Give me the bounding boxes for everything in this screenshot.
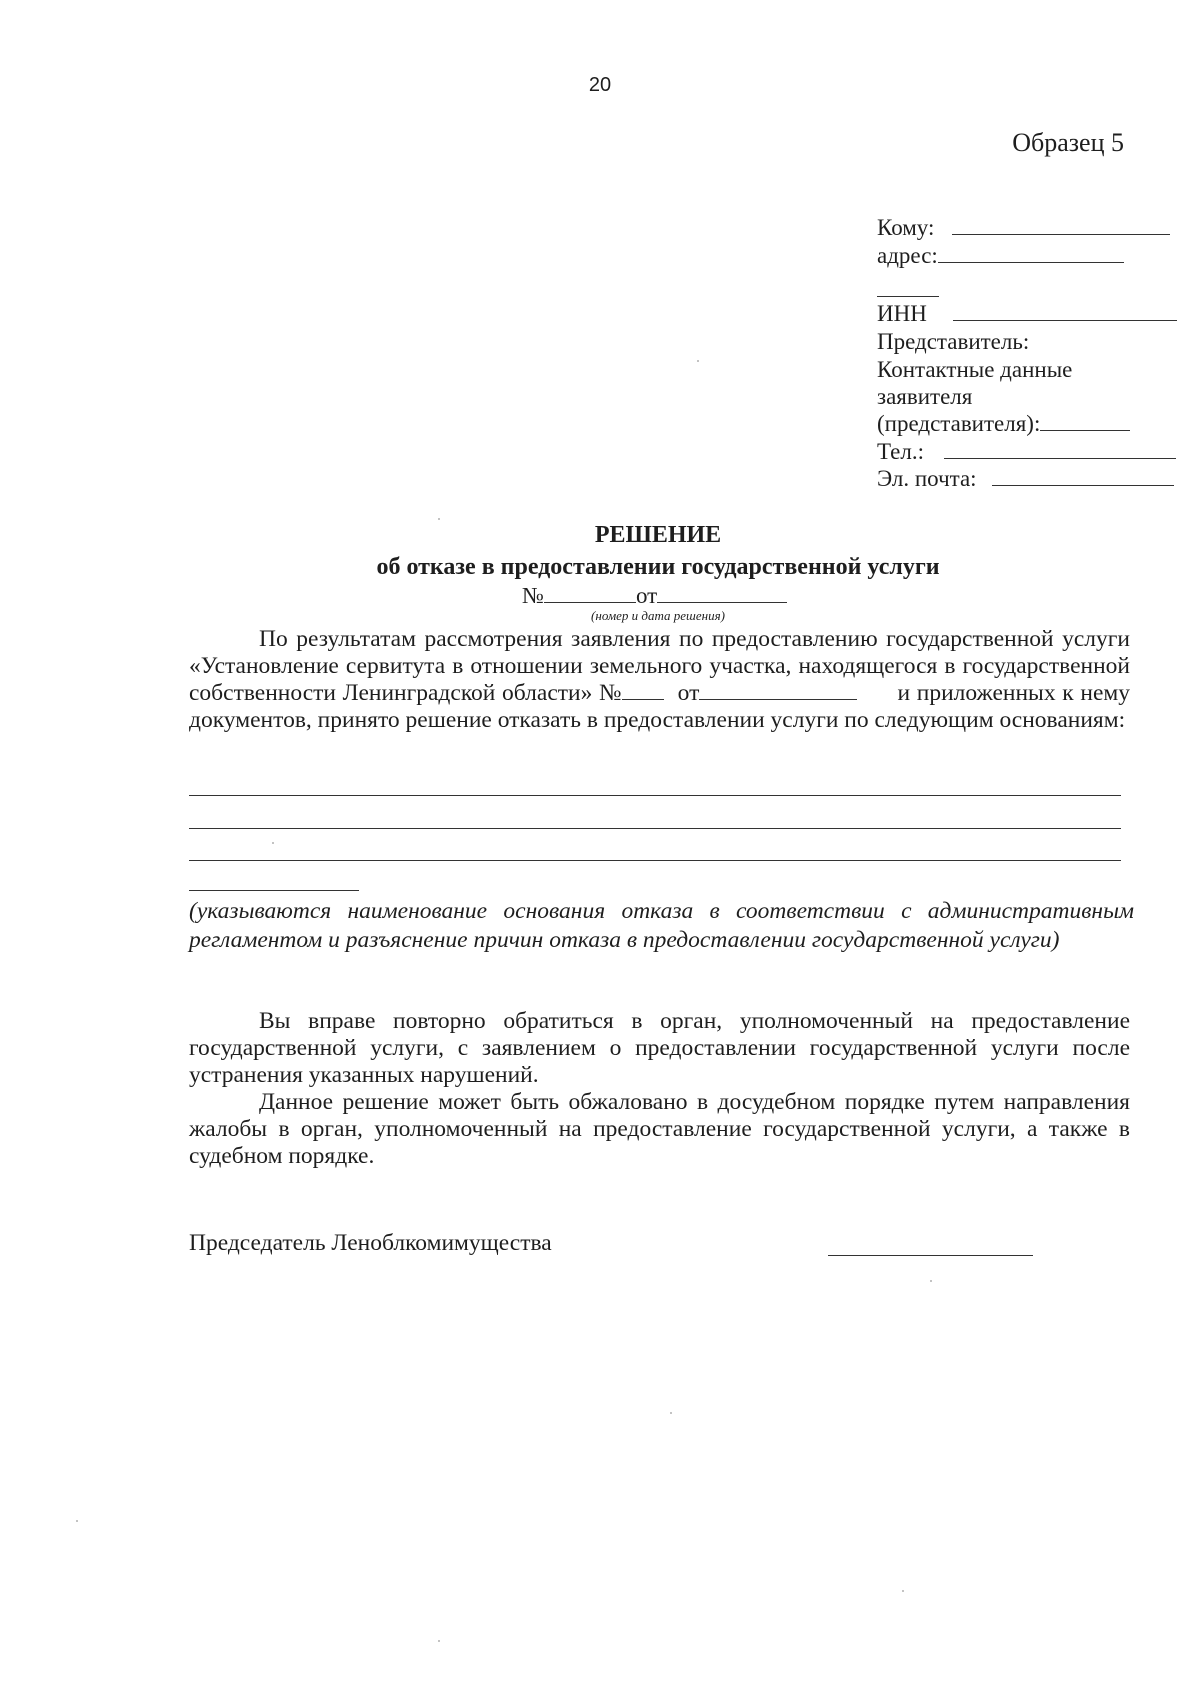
number-blank <box>544 602 636 603</box>
addressee-phone <box>877 438 1176 466</box>
addressee-to <box>877 214 1170 242</box>
signature-blank <box>828 1255 1033 1256</box>
scan-speck <box>697 360 699 362</box>
scan-speck <box>902 1590 904 1592</box>
scan-speck <box>272 842 274 844</box>
grounds-line-1 <box>189 795 1121 796</box>
grounds-line-3 <box>189 860 1121 861</box>
contacts-blank <box>1040 430 1130 431</box>
address-blank-continuation <box>877 296 939 297</box>
phone-label: Тел.: <box>877 439 924 464</box>
address-blank <box>938 262 1124 263</box>
paragraph3: Данное решение может быть обжаловано в досудебном порядке путем направления жалобы в орган, уполномоченный на предоставление государственной услуги, а также в судебном порядке. <box>189 1089 1130 1169</box>
paragraph1-part2: и приложенных к нему документов, принято решение отказать в предоставлении услуги по следующим основаниям: <box>189 680 1131 733</box>
addressee-address <box>877 242 1124 270</box>
email-label: Эл. почта: <box>877 466 977 491</box>
number-date-caption: (номер и дата решения) <box>591 608 725 623</box>
contacts-line-2: заявителя <box>877 384 973 409</box>
paragraph-reapply <box>189 1008 1130 1170</box>
contacts-line-1: Контактные данные <box>877 357 1073 382</box>
contacts-line-3 <box>877 410 1130 438</box>
sample-label: Образец 5 <box>1012 128 1124 157</box>
scan-speck <box>438 518 440 520</box>
grounds-note: (указываются наименование основания отказа в соответствии с административным регламентом и разъяснение причин отказа в предоставлении государственной услуги) <box>189 898 1134 953</box>
paragraph1-from: от <box>677 680 700 706</box>
addressee-email <box>877 465 1174 493</box>
address-label: адрес: <box>877 243 938 268</box>
from-word: от <box>635 583 658 608</box>
addressee-inn <box>877 300 1177 328</box>
date-blank <box>657 602 787 603</box>
signature-position: Председатель Леноблкомимущества <box>189 1230 552 1256</box>
grounds-line-4 <box>189 890 359 891</box>
scan-speck <box>76 1520 78 1522</box>
to-label: Кому: <box>877 215 935 240</box>
scan-speck <box>438 1640 440 1642</box>
to-blank <box>952 234 1170 235</box>
decision-number-line <box>522 583 787 609</box>
grounds-line-2 <box>189 828 1121 829</box>
paragraph1-part1: По результатам рассмотрения заявления по предоставлению государственной услуги «Установление сервитута в отношении земельного участка, находящегося в государственной собственности Ленинградской области» № <box>189 626 1130 706</box>
contacts-line-3-text: (представителя): <box>877 411 1041 436</box>
inn-label: ИНН <box>877 301 927 326</box>
phone-blank <box>944 458 1176 459</box>
scan-speck <box>670 1412 672 1414</box>
scan-speck <box>930 1280 932 1282</box>
inn-blank <box>953 320 1177 321</box>
decision-subtitle: об отказе в предоставлении государственной услуги <box>376 554 940 580</box>
paragraph-results <box>189 626 1130 734</box>
application-number-blank <box>622 699 664 700</box>
page-number: 20 <box>588 74 612 96</box>
decision-title: РЕШЕНИЕ <box>594 522 722 548</box>
application-date-blank <box>699 699 857 700</box>
paragraph2: Вы вправе повторно обратиться в орган, уполномоченный на предоставление государственной услуги, с заявлением о предоставлении государственной услуги после устранения указанных нарушений. <box>189 1008 1130 1088</box>
number-sign: № <box>522 583 544 608</box>
representative-label: Представитель: <box>877 329 1030 354</box>
email-blank <box>992 485 1174 486</box>
